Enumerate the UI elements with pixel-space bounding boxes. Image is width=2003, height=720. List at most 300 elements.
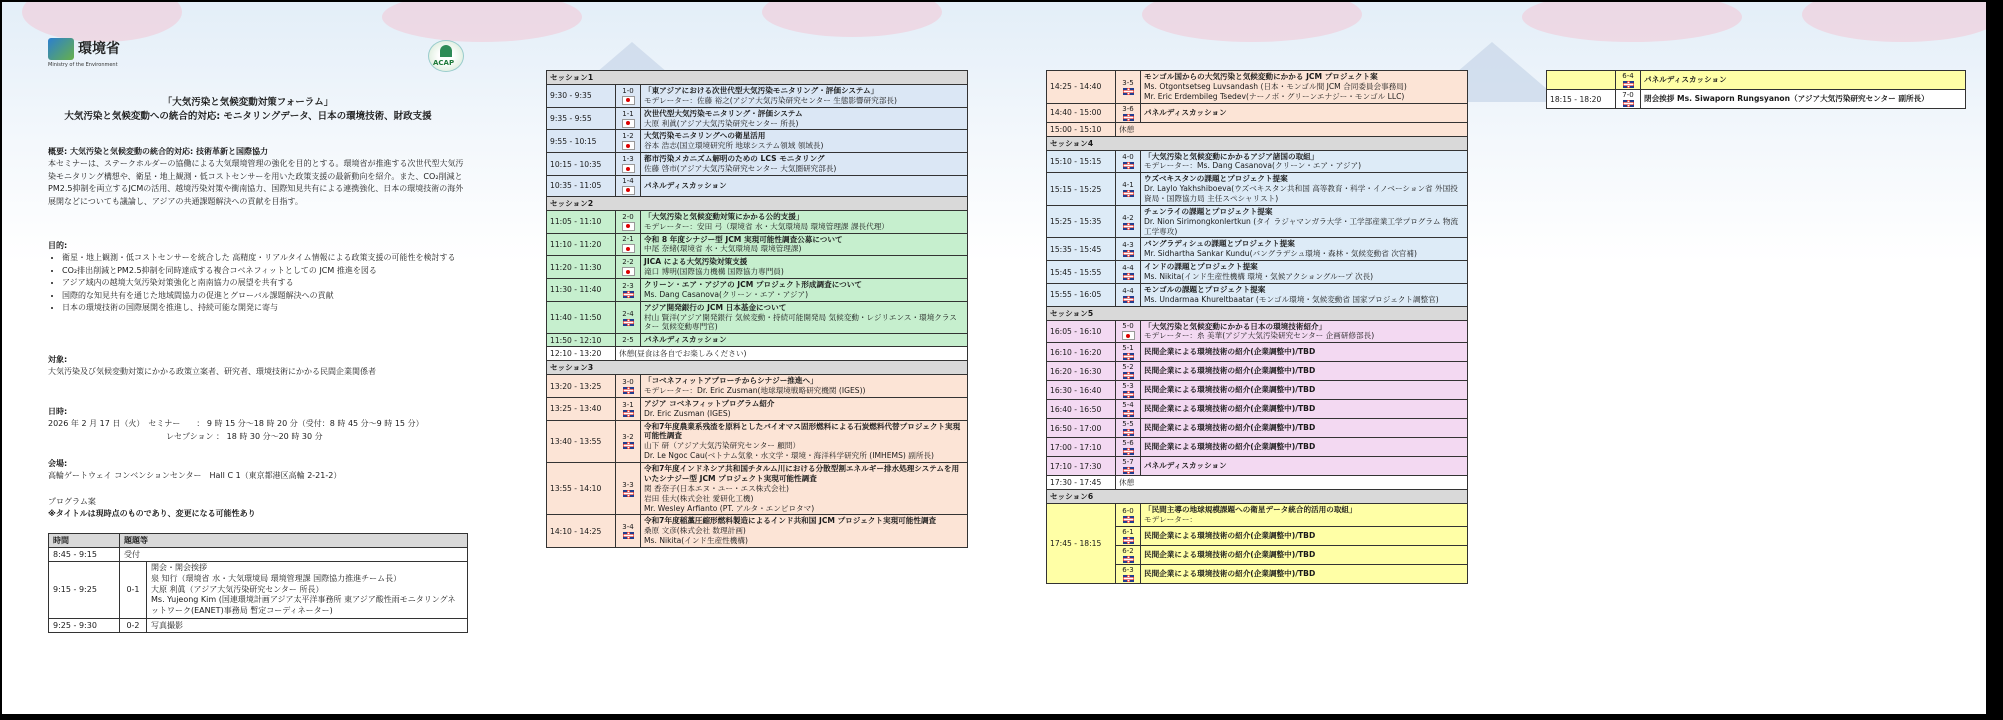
row-desc <box>1141 419 1468 438</box>
japan-flag-icon <box>622 119 635 128</box>
row-time: 15:00 - 15:10 <box>1047 122 1116 136</box>
row-title: パネルディスカッション <box>1144 461 1227 471</box>
row-time: 16:50 - 17:00 <box>1047 419 1116 438</box>
row-num-label: 3-0 <box>622 378 634 387</box>
row-num <box>616 85 641 108</box>
row-title: 「東アジアにおける次世代型大気汚染モニタリング・評価システム」 <box>644 86 879 95</box>
row-time: 17:00 - 17:10 <box>1047 438 1116 457</box>
row-num <box>1116 343 1141 362</box>
session-header-row <box>547 196 968 210</box>
ministry-logo <box>48 38 136 68</box>
row-num-label: 5-3 <box>1122 382 1134 391</box>
row-desc <box>641 130 968 153</box>
row-num: 0-2 <box>120 618 147 632</box>
session-heading: セッション3 <box>547 361 968 375</box>
row-desc <box>641 515 968 548</box>
row-desc <box>641 301 968 334</box>
overview-section <box>48 146 468 208</box>
flyer-page <box>2 2 1986 714</box>
row-title: 民間企業による環境技術の紹介(企業調整中)/TBD <box>1144 366 1316 376</box>
row-time: 12:10 - 13:20 <box>547 347 616 361</box>
japan-flag-icon <box>622 96 635 105</box>
row-num-label: 5-4 <box>1122 401 1134 410</box>
uk-flag-icon <box>623 442 634 449</box>
row-speaker: 関 香奈子(日本エヌ・ユー・エス株式会社) 岩田 佳大(株式会社 愛研化工機) Mr. Wesley Arfianto (PT. アルタ・エンビロタマ) <box>644 483 815 513</box>
row-num-label: 2-4 <box>622 309 634 318</box>
row-desc <box>641 107 968 130</box>
row-num-label: 2-3 <box>622 281 634 290</box>
row-title: 民間企業による環境技術の紹介(企業調整中)/TBD <box>1144 442 1316 452</box>
row-num-label: 1-4 <box>622 176 634 185</box>
row-desc <box>1641 71 1966 90</box>
row-num-label: 3-1 <box>622 400 634 409</box>
row-title: 民間企業による環境技術の紹介(企業調整中)/TBD <box>1144 423 1316 433</box>
row-time: 9:15 - 9:25 <box>49 562 120 619</box>
program-note: ※タイトルは現時点のものであり、変更になる可能性あり <box>48 509 256 519</box>
row-num-label: 4-0 <box>1122 153 1134 162</box>
uk-flag-icon <box>623 319 634 326</box>
row-desc <box>1141 103 1468 122</box>
row-speaker: Mr. Sidhartha Sankar Kundu(バングラデシュ環境・森林・気候変動省 次官補) <box>1144 249 1417 259</box>
row-num <box>616 175 641 196</box>
row-time: 11:20 - 11:30 <box>547 256 616 279</box>
row-num-label: 1-1 <box>622 109 634 118</box>
japan-flag-icon <box>622 186 635 195</box>
row-time: 15:55 - 16:05 <box>1047 283 1116 306</box>
row-num <box>616 210 641 233</box>
row-time: 10:35 - 11:05 <box>547 175 616 196</box>
row-num <box>1116 283 1141 306</box>
row-num <box>1616 90 1641 109</box>
row-title: インドの課題とプロジェクト提案 <box>1144 262 1258 272</box>
header-agenda: 題題等 <box>120 534 468 548</box>
row-desc <box>1141 238 1468 261</box>
sky-background <box>2 2 1986 262</box>
row-speaker: モデレーター：糸 美華(アジア大気汚染研究センター 企画研修部長) <box>1144 331 1375 341</box>
table-row <box>1047 238 1468 261</box>
row-num <box>1116 173 1141 206</box>
row-desc <box>1141 381 1468 400</box>
row-num <box>1116 238 1141 261</box>
ministry-name-en: Ministry of the Environment <box>48 62 118 68</box>
row-title: アジア開発銀行の JCM 日本基金について <box>644 302 787 312</box>
table-row <box>1047 103 1468 122</box>
uk-flag-icon <box>1123 372 1134 379</box>
uk-flag-icon <box>623 387 634 394</box>
datetime-line-2: レセプション ： 18 時 30 分〜20 時 30 分 <box>166 431 323 441</box>
row-speaker: モデレーター：佐藤 裕之(アジア大気汚染研究センター 生態影響研究部長) <box>644 95 897 105</box>
row-time: 15:45 - 15:55 <box>1047 261 1116 284</box>
table-row <box>1047 504 1468 527</box>
row-num <box>1116 320 1141 343</box>
row-time: 14:40 - 15:00 <box>1047 103 1116 122</box>
row-title: 民間企業による環境技術の紹介(企業調整中)/TBD <box>1144 385 1316 395</box>
purpose-section <box>48 240 468 314</box>
program-heading: プログラム案 <box>48 497 96 506</box>
row-time: 13:40 - 13:55 <box>547 420 616 462</box>
table-row <box>1047 476 1468 490</box>
row-desc <box>641 397 968 420</box>
row-num-label: 4-2 <box>1122 213 1134 222</box>
japan-flag-icon <box>1122 331 1135 340</box>
row-num-label: 1-0 <box>622 86 634 95</box>
purpose-item: • 日本の環境技術の国際展開を推進し、持続可能な開発に寄与 <box>62 302 468 314</box>
row-speaker: Dr. Nion Sirimongkonlertkun (タイ ラジャマンガラ大学・工学部産業工学プログラム 物流工学専攻) <box>1144 216 1459 236</box>
row-num <box>1116 261 1141 284</box>
row-title: パネルディスカッション <box>644 180 727 190</box>
row-speaker: 山下 研（アジア大気汚染研究センター 顧問） Dr. Le Ngoc Cau(ベトナム気象・水文学・環境・海洋科学研究所 (IMHEMS) 副所長) <box>644 441 935 461</box>
row-time: 17:10 - 17:30 <box>1047 457 1116 476</box>
row-desc <box>641 210 968 233</box>
row-time: 15:10 - 15:15 <box>1047 150 1116 173</box>
ministry-logo-icon <box>48 38 74 60</box>
uk-flag-icon <box>1123 190 1134 197</box>
opening-table <box>48 533 468 633</box>
row-num-label: 3-3 <box>622 480 634 489</box>
datetime-section <box>48 406 468 443</box>
table-row <box>547 256 968 279</box>
table-row <box>1047 362 1468 381</box>
row-time: 13:20 - 13:25 <box>547 375 616 398</box>
row-num-label: 5-0 <box>1122 322 1134 331</box>
row-desc <box>1141 527 1468 546</box>
row-num <box>1116 150 1141 173</box>
table-row <box>547 463 968 515</box>
overview-body: 本セミナーは、ステークホルダーの協働による大気環境管理の強化を目的とする。環境省が推進する次世代型大気汚染モニタリング構想や、衛星・地上観測・低コストセンサーを用いた政策支援の最新動向を紹介。また、CO₂削減とPM2.5抑制を両立するJCMの活用、越境汚染対策や衝南協力、国際知見共有による連携強化、日本の環境技術の海外展開などについても議論し、アジアの共通課題解決への貢献を目指す。 <box>48 159 464 206</box>
row-time: 9:30 - 9:35 <box>547 85 616 108</box>
row-desc <box>641 153 968 176</box>
row-speaker: 谷本 浩志(国立環境研究所 地球システム領域 領域長) <box>644 141 824 151</box>
row-num-label: 4-4 <box>1122 264 1134 273</box>
row-title: パネルディスカッション <box>644 335 727 345</box>
row-num <box>1116 527 1141 546</box>
row-num-label: 5-7 <box>1122 458 1134 467</box>
row-time: 16:10 - 16:20 <box>1047 343 1116 362</box>
table-row <box>1047 343 1468 362</box>
row-num <box>1116 438 1141 457</box>
row-num <box>616 279 641 302</box>
row-title: 「大気汚染と気候変動対策にかかる公的支援」 <box>644 211 804 221</box>
row-title: 民間企業による環境技術の紹介(企業調整中)/TBD <box>1144 569 1316 579</box>
row-num <box>1116 362 1141 381</box>
row-num-label: 5-6 <box>1122 439 1134 448</box>
row-num-label: 4-4 <box>1122 286 1134 295</box>
row-num <box>616 397 641 420</box>
session-header-row <box>1047 490 1468 504</box>
row-num <box>616 463 641 515</box>
purpose-heading: 目的: <box>48 241 68 250</box>
uk-flag-icon <box>1123 467 1134 474</box>
row-desc: 写真撮影 <box>147 618 468 632</box>
row-desc: 休憩 <box>1116 122 1468 136</box>
schedule-column-4 <box>1546 70 1966 109</box>
row-title: バングラディシュの課題とプロジェクト提案 <box>1144 239 1295 249</box>
table-row <box>49 618 468 632</box>
uk-flag-icon <box>1123 410 1134 417</box>
row-desc <box>1141 173 1468 206</box>
row-desc <box>1141 504 1468 527</box>
uk-flag-icon <box>1123 448 1134 455</box>
uk-flag-icon <box>1123 273 1134 280</box>
table-row <box>1047 438 1468 457</box>
row-desc <box>1141 283 1468 306</box>
row-title: 「大気汚染と気候変動にかかるアジア諸国の取組」 <box>1144 151 1319 161</box>
uk-flag-icon <box>623 410 634 417</box>
row-time: 18:15 - 18:20 <box>1547 90 1616 109</box>
table-row <box>547 397 968 420</box>
table-row <box>547 420 968 462</box>
target-body: 大気汚染及び気候変動対策にかかる政策立案者、研究者、環境技術にかかる民間企業関係者 <box>48 367 376 377</box>
forum-title <box>48 96 448 125</box>
row-speaker: 滝口 博明(国際協力機構 国際協力専門員) <box>644 267 784 277</box>
row-title: 「民間主導の地球規模課題への衛星データ統合的活用の取組」 <box>1144 505 1357 515</box>
uk-flag-icon <box>1123 296 1134 303</box>
row-desc <box>641 334 968 347</box>
row-num-label: 5-2 <box>1122 363 1134 372</box>
row-desc <box>641 256 968 279</box>
purpose-item: • CO₂排出削減とPM2.5抑制を同時達成する複合コベネフィットとしての JCM 推進を図る <box>62 265 468 277</box>
target-heading: 対象: <box>48 355 68 364</box>
japan-flag-icon <box>622 222 635 231</box>
session-header-row <box>1047 136 1468 150</box>
row-num-label: 5-5 <box>1122 420 1134 429</box>
row-time: 16:20 - 16:30 <box>1047 362 1116 381</box>
row-desc <box>641 279 968 302</box>
uk-flag-icon <box>1123 114 1134 121</box>
row-title: 都市汚染メカニズム解明のための LCS モニタリング <box>644 154 825 164</box>
row-time: 11:40 - 11:50 <box>547 301 616 334</box>
row-title: パネルディスカッション <box>1144 107 1227 117</box>
row-title: 「大気汚染と気候変動にかかる日本の環境技術紹介」 <box>1144 321 1327 331</box>
title-line-2: 大気汚染と気候変動への統合的対応: モニタリングデータ、日本の環境技術、財政支援 <box>64 111 432 123</box>
row-num <box>1116 205 1141 238</box>
row-title: 閉会挨拶 Ms. Siwaporn Rungsyanon（アジア大気汚染研究センター 副所長） <box>1644 94 1929 104</box>
row-title: JICA による大気汚染対策支援 <box>644 257 748 267</box>
row-num-label: 1-3 <box>622 155 634 164</box>
uk-flag-icon <box>1123 537 1134 544</box>
row-time: 11:50 - 12:10 <box>547 334 616 347</box>
row-title: 民間企業による環境技術の紹介(企業調整中)/TBD <box>1144 404 1316 414</box>
row-desc <box>641 85 968 108</box>
table-row <box>547 130 968 153</box>
acap-logo <box>428 40 464 72</box>
row-num <box>616 301 641 334</box>
row-num-label: 2-1 <box>622 235 634 244</box>
table-header-row <box>49 534 468 548</box>
row-title: 令和 8 年度シナジー型 JCM 実現可能性調査公募について <box>644 234 843 244</box>
uk-flag-icon <box>1123 575 1134 582</box>
uk-flag-icon <box>1123 223 1134 230</box>
datetime-heading: 日時: <box>48 407 68 416</box>
table-row <box>1047 381 1468 400</box>
row-time: 13:25 - 13:40 <box>547 397 616 420</box>
row-title: パネルディスカッション <box>1644 75 1727 85</box>
row-title: 令和7年度インドネシア共和国チタルム川における分散型割エネルギー排水処理システムを用いたシナジー型 JCM プロジェクト実現可能性調査 <box>644 464 960 483</box>
row-desc <box>1141 150 1468 173</box>
schedule-column-3 <box>1046 70 1468 584</box>
table-row <box>1547 90 1966 109</box>
row-title: モンゴル国からの大気汚染と気候変動にかかる JCM プロジェクト案 <box>1144 72 1378 81</box>
table-row <box>547 301 968 334</box>
table-row <box>547 175 968 196</box>
uk-flag-icon <box>623 291 634 298</box>
row-desc <box>1141 261 1468 284</box>
table-row <box>547 210 968 233</box>
row-speaker: モデレーター：Dr. Eric Zusman(地球環境戦略研究機関 (IGES)) <box>644 386 866 396</box>
session-header-row <box>547 71 968 85</box>
row-num <box>616 233 641 256</box>
row-title: クリーン・エア・アジアの JCM プロジェクト形成調査について <box>644 280 862 290</box>
venue-heading: 会場: <box>48 459 68 468</box>
japan-flag-icon <box>622 244 635 253</box>
table-row <box>1047 173 1468 206</box>
row-title: 令和7年度稲藁圧縮形燃料製造によるインド共和国 JCM プロジェクト実現可能性調査 <box>644 516 937 526</box>
row-title: 「コベネフィットアプローチからシナジー推進へ」 <box>644 376 818 386</box>
table-row <box>547 107 968 130</box>
row-num <box>616 515 641 548</box>
row-time: 13:55 - 14:10 <box>547 463 616 515</box>
table-row <box>1047 150 1468 173</box>
row-desc <box>1141 343 1468 362</box>
purpose-item: • 国際的な知見共有を通じた地域間協力の促進とグローバル課題解決への貢献 <box>62 290 468 302</box>
row-num: 0-1 <box>120 562 147 619</box>
row-time: 11:30 - 11:40 <box>547 279 616 302</box>
row-speaker: 中尾 奈緒(環境省 水・大気環境局 環境管理課) <box>644 244 802 254</box>
row-time: 8:45 - 9:15 <box>49 548 120 562</box>
row-desc <box>641 233 968 256</box>
row-desc <box>1141 438 1468 457</box>
row-num-label: 2-5 <box>622 336 634 345</box>
row-num-label: 3-2 <box>622 433 634 442</box>
row-desc <box>1141 400 1468 419</box>
table-row <box>1547 71 1966 90</box>
row-title: 大気汚染モニタリングへの衛星活用 <box>644 131 766 141</box>
row-title: 民間企業による環境技術の紹介(企業調整中)/TBD <box>1144 531 1316 541</box>
row-num <box>616 375 641 398</box>
table-row <box>547 347 968 361</box>
row-title: ウズベキスタンの課題とプロジェクト提案 <box>1144 174 1288 184</box>
title-line-1: 「大気汚染と気候変動対策フォーラム」 <box>162 97 334 108</box>
row-num-label: 6-2 <box>1122 547 1134 556</box>
row-title: 次世代型大気汚染モニタリング・評価システム <box>644 108 803 118</box>
uk-flag-icon <box>1123 429 1134 436</box>
row-desc: 休憩(昼食は各自でお楽しみください) <box>616 347 968 361</box>
row-time: 16:30 - 16:40 <box>1047 381 1116 400</box>
row-speaker: 村山 賢洋(アジア開発銀行 気候変動・持続可能開発局 気候変動・レジリエンス・環境クラスター 気候変動専門官) <box>644 312 957 332</box>
table-row <box>547 153 968 176</box>
row-num <box>616 153 641 176</box>
row-num <box>1116 565 1141 584</box>
row-desc <box>641 420 968 462</box>
row-num <box>1116 400 1141 419</box>
row-time <box>1547 71 1616 90</box>
schedule-column-2 <box>546 70 968 548</box>
uk-flag-icon <box>623 490 634 497</box>
row-title: 民間企業による環境技術の紹介(企業調整中)/TBD <box>1144 550 1316 560</box>
uk-flag-icon <box>1123 162 1134 169</box>
japan-flag-icon <box>622 141 635 150</box>
row-speaker: Ms. Otgontsetseg Luvsandash (日本・モンゴル間 JCM 合同委員会事務局) Mr. Eric Erdembileg Tsedev(ナーノボ・グリーンエナジー・モンゴル LLC) <box>1144 81 1407 101</box>
row-time: 15:15 - 15:25 <box>1047 173 1116 206</box>
row-num-label: 3-4 <box>622 523 634 532</box>
table-row <box>1047 122 1468 136</box>
row-speaker: Ms. Dang Casanova(クリーン・エア・アジア) <box>644 289 809 299</box>
row-num-label: 2-2 <box>622 258 634 267</box>
acap-text: ACAP <box>433 59 455 67</box>
row-num-label: 7-0 <box>1622 91 1634 99</box>
row-title: 民間企業による環境技術の紹介(企業調整中)/TBD <box>1144 347 1316 357</box>
overview-heading: 概要: 大気汚染と気候変動の統合的対応: 技術革新と国際協力 <box>48 147 268 156</box>
ministry-name: 環境省 <box>78 41 120 57</box>
row-desc: 休憩 <box>1116 476 1468 490</box>
row-num <box>1116 546 1141 565</box>
table-row <box>1047 457 1468 476</box>
uk-flag-icon <box>1123 353 1134 360</box>
row-speaker: 桑原 文彦(株式会社 数理計画) Ms. Nikita(インド生産性機構) <box>644 526 748 546</box>
row-speaker: モデレーター：Ms. Dang Casanova(クリーン・エア・アジア) <box>1144 161 1362 171</box>
table-row <box>1047 71 1468 104</box>
row-time: 15:35 - 15:45 <box>1047 238 1116 261</box>
row-num <box>1116 71 1141 104</box>
row-desc <box>1141 565 1468 584</box>
row-num-label: 6-1 <box>1122 528 1134 537</box>
session-header-row <box>1047 306 1468 320</box>
row-desc <box>641 463 968 515</box>
row-num-label: 2-0 <box>622 212 634 221</box>
row-num <box>616 256 641 279</box>
row-desc <box>1641 90 1966 109</box>
row-desc <box>1141 205 1468 238</box>
program-note-section <box>48 496 468 521</box>
row-time: 14:10 - 14:25 <box>547 515 616 548</box>
row-speaker: Ms. Undarmaa Khureltbaatar (モンゴル環境・気候変動省 国家プロジェクト調整官) <box>1144 294 1439 304</box>
uk-flag-icon <box>1123 556 1134 563</box>
target-section <box>48 354 468 379</box>
session-heading: セッション5 <box>1047 306 1468 320</box>
table-row <box>1047 261 1468 284</box>
uk-flag-icon <box>1623 81 1634 88</box>
row-num <box>1116 103 1141 122</box>
japan-flag-icon <box>622 164 635 173</box>
purpose-item: • アジア域内の越境大気汚染対策強化と南南協力の展望を共有する <box>62 277 468 289</box>
row-title: チェンライの課題とプロジェクト提案 <box>1144 206 1273 216</box>
row-num <box>1116 381 1141 400</box>
uk-flag-icon <box>623 532 634 539</box>
row-num <box>1116 504 1141 527</box>
table-row <box>547 233 968 256</box>
row-desc <box>1141 457 1468 476</box>
row-speaker: モデレーター： <box>1144 515 1198 525</box>
row-num <box>1616 71 1641 90</box>
row-desc <box>641 375 968 398</box>
row-title: アジア コベネフィットプログラム紹介 <box>644 398 775 408</box>
row-num-label: 1-2 <box>622 132 634 141</box>
uk-flag-icon <box>1123 88 1134 95</box>
row-desc <box>1141 71 1468 104</box>
purpose-list <box>48 252 468 314</box>
row-num-label: 4-3 <box>1122 241 1134 250</box>
row-num <box>616 130 641 153</box>
table-row <box>49 548 468 562</box>
session-heading: セッション1 <box>547 71 968 85</box>
row-time: 11:10 - 11:20 <box>547 233 616 256</box>
row-desc: 受付 <box>120 548 468 562</box>
table-row <box>547 375 968 398</box>
datetime-line-1: 2026 年 2 月 17 日（火） セミナー ： 9 時 15 分〜18 時 20 分（受付：8 時 45 分〜9 時 15 分） <box>48 419 424 429</box>
row-num <box>616 334 641 347</box>
row-speaker: モデレーター：安田 弓（環境省 水・大気環境局 環境管理課 課長代理） <box>644 221 889 231</box>
uk-flag-icon <box>1123 516 1134 523</box>
